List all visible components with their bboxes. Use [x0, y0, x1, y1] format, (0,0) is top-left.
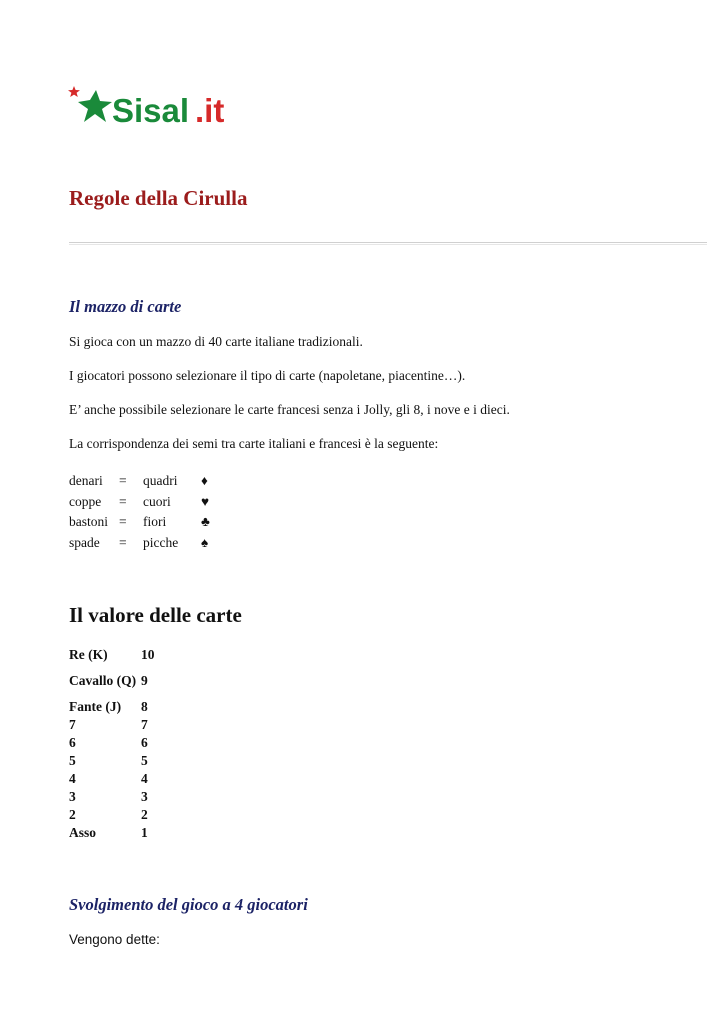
table-row	[69, 734, 171, 752]
card-name: Asso	[69, 825, 97, 840]
table-row	[69, 492, 221, 513]
table-row	[69, 806, 171, 824]
sisal-logo	[68, 84, 238, 130]
table-row	[69, 512, 221, 533]
table-row	[69, 471, 221, 492]
club-icon: ♣	[201, 514, 210, 530]
french-suit: picche	[143, 534, 179, 550]
card-value: 8	[141, 699, 148, 714]
table-row	[69, 824, 171, 842]
equals-sign: =	[119, 493, 127, 509]
paragraph: Si gioca con un mazzo di 40 carte italiane tradizionali.	[69, 334, 363, 349]
heart-icon: ♥	[201, 493, 210, 509]
card-name: 4	[69, 771, 76, 786]
title-divider	[69, 242, 707, 245]
table-row	[69, 716, 171, 734]
red-star-icon	[68, 86, 80, 97]
equals-sign: =	[119, 514, 127, 530]
card-name: 2	[69, 807, 76, 822]
card-name: 6	[69, 735, 76, 750]
french-suit: quadri	[143, 473, 178, 489]
suit-correspondence-table	[69, 471, 221, 553]
card-value: 9	[141, 673, 148, 688]
card-name: 5	[69, 753, 76, 768]
card-name: 3	[69, 789, 76, 804]
italian-suit: coppe	[69, 493, 102, 509]
svg-text:Sisal: Sisal	[112, 92, 190, 129]
spade-icon: ♠	[201, 534, 209, 550]
diamond-icon: ♦	[201, 473, 208, 489]
paragraph: Vengono dette:	[69, 932, 160, 947]
card-name: Fante (J)	[69, 699, 122, 714]
table-row	[69, 752, 171, 770]
french-suit: fiori	[143, 514, 167, 530]
card-value: 2	[141, 807, 148, 822]
italian-suit: bastoni	[69, 514, 108, 530]
card-value: 3	[141, 789, 148, 804]
card-name: Cavallo (Q)	[69, 673, 137, 688]
table-row	[69, 770, 171, 788]
section-heading-mazzo: Il mazzo di carte	[69, 297, 182, 316]
paragraph: I giocatori possono selezionare il tipo di carte (napoletane, piacentine…).	[69, 368, 466, 383]
table-row	[69, 788, 171, 806]
card-name: Re (K)	[69, 647, 108, 662]
paragraph: La corrispondenza dei semi tra carte italiani e francesi è la seguente:	[69, 436, 439, 451]
italian-suit: denari	[69, 473, 103, 489]
equals-sign: =	[119, 534, 127, 550]
card-value-table	[69, 646, 171, 842]
paragraph: E’ anche possibile selezionare le carte francesi senza i Jolly, gli 8, i nove e i dieci.	[69, 402, 510, 417]
italian-suit: spade	[69, 534, 100, 550]
card-value: 6	[141, 735, 148, 750]
card-value: 1	[141, 825, 148, 840]
section-heading-svolgimento: Svolgimento del gioco a 4 giocatori	[69, 895, 308, 914]
table-row	[69, 646, 171, 664]
french-suit: cuori	[143, 493, 171, 509]
equals-sign: =	[119, 473, 127, 489]
page-title: Regole della Cirulla	[69, 186, 248, 210]
card-value: 5	[141, 753, 148, 768]
table-row	[69, 698, 171, 716]
svg-text:.it: .it	[195, 92, 225, 129]
table-row	[69, 664, 171, 698]
card-value: 10	[141, 647, 155, 662]
card-name: 7	[69, 717, 76, 732]
card-value: 4	[141, 771, 148, 786]
section-heading-valore: Il valore delle carte	[69, 603, 242, 627]
table-row	[69, 533, 221, 554]
sisal-star-icon	[68, 84, 238, 130]
card-value: 7	[141, 717, 148, 732]
green-swoosh-icon	[78, 90, 112, 122]
